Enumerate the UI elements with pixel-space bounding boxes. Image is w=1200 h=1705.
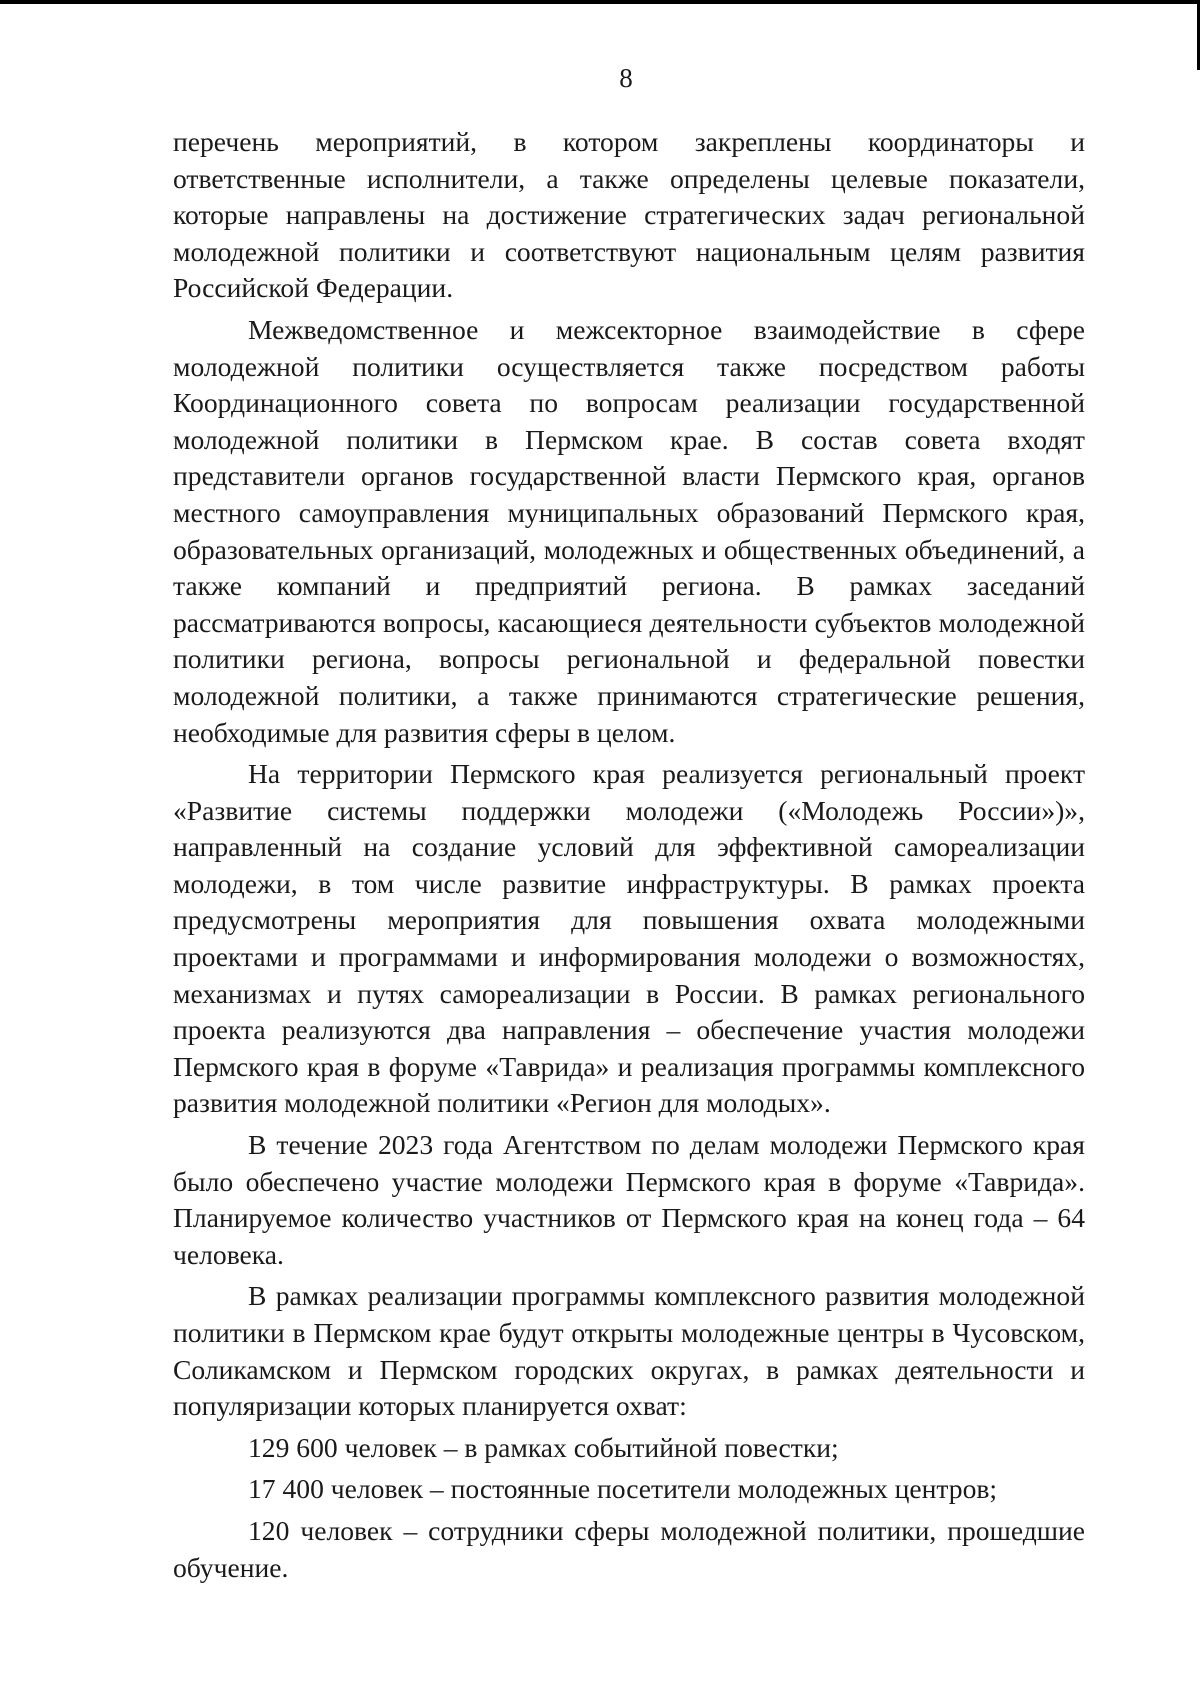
list-item-1: 129 600 человек – в рамках событийной повестки; — [248, 1431, 839, 1463]
paragraph-5: В рамках реализации программы комплексного развития молодежной политики в Пермском крае будут открыты молодежные центры в Чусовском, Соликамском и Пермском городских округах, в рамках деятельности и популяризации которых планируется охват: — [173, 1280, 1085, 1422]
document-body — [173, 124, 1085, 1586]
paragraph-3: На территории Пермского края реализуется региональный проект «Развитие системы поддержки молодежи («Молодежь России»)», направленный на создание условий для эффективной самореализации молодежи, в том числе развитие инфраструктуры. В рамках проекта предусмотрены мероприятия для повышения охвата молодежными проектами и программами и информирования молодежи о возможностях, механизмах и путях самореализации в России. В рамках регионального проекта реализуются два направления – обеспечение участия молодежи Пермского края в форуме «Таврида» и реализация программы комплексного развития молодежной политики «Регион для молодых». — [173, 758, 1085, 1119]
page-number: 8 — [619, 63, 633, 93]
paragraph-4: В течение 2023 года Агентством по делам молодежи Пермского края было обеспечено участие молодежи Пермского края в форуме «Таврида». Планируемое количество участников от Пермского края на конец года – 64 человека. — [173, 1129, 1085, 1270]
paragraph-1: перечень мероприятий, в котором закреплены координаторы и ответственные исполнители, а также определены целевые показатели, которые направлены на достижение стратегических задач региональной молодежной политики и соответствуют национальным целям развития Российской Федерации. — [173, 126, 1085, 304]
paragraph-2: Межведомственное и межсекторное взаимодействие в сфере молодежной политики осуществляется также посредством работы Координационного совета по вопросам реализации государственной молодежной политики в Пермском крае. В состав совета входят представители органов государственной власти Пермского края, органов местного самоуправления муниципальных образований Пермского края, образовательных организаций, молодежных и общественных объединений, а также компаний и предприятий региона. В рамках заседаний рассматриваются вопросы, касающиеся деятельности субъектов молодежной политики региона, вопросы региональной и федеральной повестки молодежной политики, а также принимаются стратегические решения, необходимые для развития сферы в целом. — [173, 313, 1085, 748]
list-item-2: 17 400 человек – постоянные посетители молодежных центров; — [248, 1473, 998, 1505]
scan-edge-top — [0, 0, 1200, 4]
list-item-3: 120 человек – сотрудники сферы молодежной политики, прошедшие обучение. — [173, 1514, 1085, 1583]
